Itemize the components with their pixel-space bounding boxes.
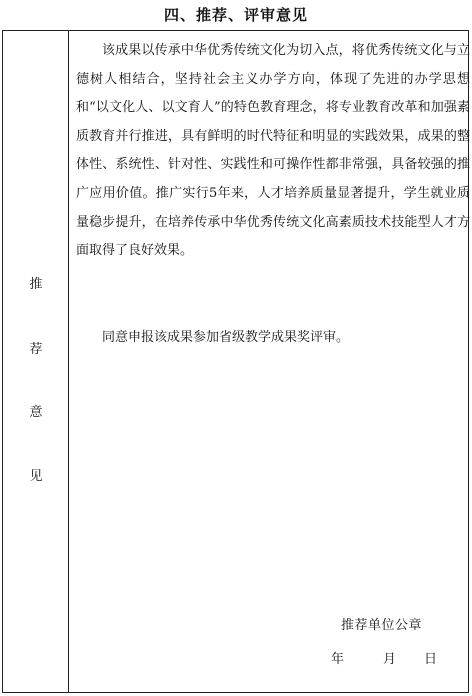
section-title: 四、推荐、评审意见 <box>163 6 308 24</box>
opinion-paragraph-main: 该成果以传承中华优秀传统文化为切入点，将优秀传统文化与立德树人相结合，坚持社会主义办学方向，体现了先进的办学思想和“以文化人、以文育人”的特色教育理念，将专业教育改革和加强素质教育并行推进，具有鲜明的时代特征和明显的实践效果，成果的整体性、系统性、针对性、实践性和可操作性都非常强，具备较强的推广应用价值。推广实行5年来，人才培养质量显著提升，学生就业质量稳步提升，在培养传承中华优秀传统文化高素质技术技能型人才方面取得了良好效果。 <box>76 43 470 259</box>
date-day-label: 日 <box>424 652 438 667</box>
date-month-label: 月 <box>383 652 397 667</box>
date-year-label: 年 <box>331 652 345 667</box>
row-label-char-3: 意 <box>29 405 43 420</box>
recommendation-form-table <box>2 30 469 693</box>
opinion-paragraph-approval: 同意申报该成果参加省级教学成果奖评审。 <box>102 330 350 345</box>
row-label-char-2: 荐 <box>29 342 43 357</box>
row-label-column <box>3 31 69 692</box>
row-label-char-1: 推 <box>29 277 43 292</box>
opinion-content-cell <box>69 31 468 692</box>
unit-seal-label: 推荐单位公章 <box>341 618 423 633</box>
row-label-char-4: 见 <box>29 469 43 484</box>
